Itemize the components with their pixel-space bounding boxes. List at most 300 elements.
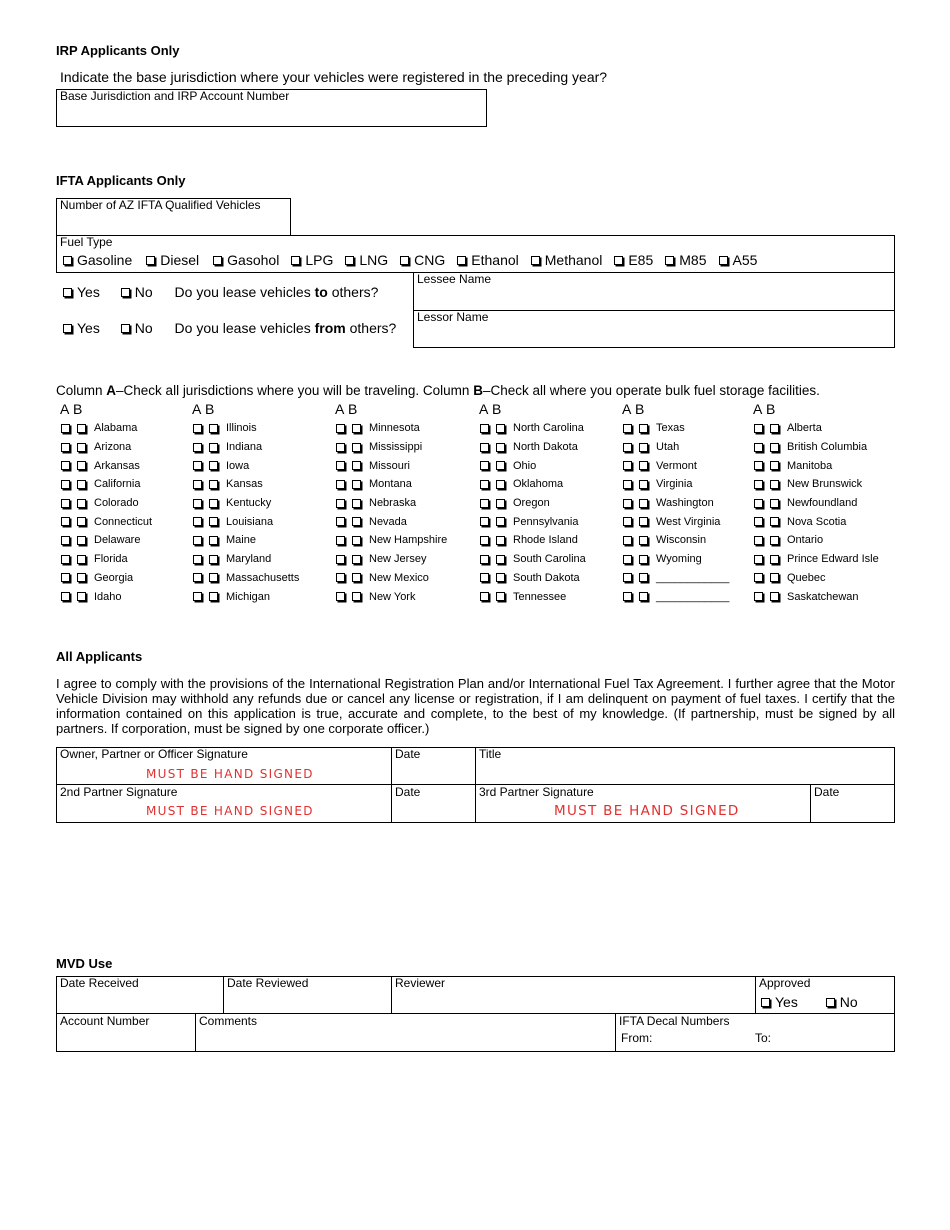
jurisdiction-row [331,587,471,606]
title-field[interactable] [475,747,895,785]
column-b-checkbox[interactable] [770,424,779,433]
jurisdiction-row [56,587,196,606]
jurisdiction-name: Manitoba [787,459,833,472]
column-a-checkbox[interactable] [61,424,70,433]
qualified-vehicles-field[interactable] [56,198,291,236]
column-ab-header: A B [753,401,776,417]
ifta-heading: IFTA Applicants Only [56,173,186,188]
column-a-checkbox[interactable] [754,424,763,433]
column-a-checkbox[interactable] [193,443,202,452]
column-b-checkbox[interactable] [639,573,648,582]
column-a-checkbox[interactable] [623,592,632,601]
reviewer-field[interactable] [391,976,756,1014]
jurisdiction-name: New Brunswick [787,478,863,491]
comments-label: Comments [199,1014,258,1028]
jurisdiction-row [188,587,328,606]
fuel-option-methanol[interactable]: Methanol [531,252,603,268]
lease-from-yes[interactable]: Yes [63,320,100,336]
column-a-checkbox[interactable] [754,592,763,601]
column-a-checkbox[interactable] [336,517,345,526]
jurisdiction-row [475,438,615,457]
jurisdiction-name: Montana [369,478,412,491]
column-b-checkbox[interactable] [496,424,505,433]
column-b-checkbox[interactable] [770,499,779,508]
checkbox-icon [146,256,155,265]
jurisdiction-name: West Virginia [656,515,721,528]
jurisdiction-name: Nevada [369,515,407,528]
checkbox-icon [291,256,300,265]
jurisdiction-name: Texas [656,422,685,435]
jurisdiction-name: Quebec [787,571,826,584]
column-a-checkbox[interactable] [61,499,70,508]
jurisdiction-name: Kentucky [226,497,272,510]
column-b-checkbox[interactable] [770,461,779,470]
partner2-date-field[interactable] [391,784,476,823]
jurisdiction-name: New York [369,590,416,603]
partner3-date-field[interactable] [810,784,895,823]
column-a-checkbox[interactable] [193,555,202,564]
column-b-checkbox[interactable] [77,536,86,545]
fuel-option-a55[interactable]: A55 [719,252,758,268]
column-a-checkbox[interactable] [336,480,345,489]
jurisdiction-row [475,550,615,569]
lessee-name-field[interactable] [413,272,895,311]
jurisdiction-row [188,494,328,513]
jurisdiction-row [475,512,615,531]
jurisdiction-row [188,550,328,569]
irp-heading: IRP Applicants Only [56,43,180,58]
column-b-checkbox[interactable] [352,480,361,489]
column-a-checkbox[interactable] [193,499,202,508]
jurisdiction-row [331,419,471,438]
jurisdiction-row [475,531,615,550]
column-a-checkbox[interactable] [336,573,345,582]
column-b-checkbox[interactable] [209,517,218,526]
column-a-checkbox[interactable] [61,555,70,564]
checkbox-icon [719,256,728,265]
irp-question: Indicate the base jurisdiction where your vehicles were registered in the preceding year? [60,69,608,85]
jurisdiction-row [749,587,889,606]
ifta-decal-numbers-label: IFTA Decal Numbers [619,1014,730,1028]
column-a-checkbox[interactable] [336,555,345,564]
column-a-checkbox[interactable] [623,555,632,564]
column-b-checkbox[interactable] [496,555,505,564]
jurisdiction-name: Colorado [94,497,139,510]
column-b-checkbox[interactable] [352,555,361,564]
jurisdiction-name: New Hampshire [369,534,448,547]
fuel-option-e85[interactable]: E85 [614,252,653,268]
fuel-option-gasoline[interactable]: Gasoline [63,252,132,268]
column-b-checkbox[interactable] [639,592,648,601]
column-b-checkbox[interactable] [209,424,218,433]
column-b-checkbox[interactable] [352,517,361,526]
column-a-checkbox[interactable] [336,461,345,470]
column-b-checkbox[interactable] [770,443,779,452]
jurisdiction-name: Nova Scotia [787,515,847,528]
column-a-checkbox[interactable] [61,536,70,545]
column-a-checkbox[interactable] [193,517,202,526]
column-a-checkbox[interactable] [754,461,763,470]
column-b-checkbox[interactable] [77,573,86,582]
column-a-checkbox[interactable] [480,573,489,582]
jurisdiction-row [188,419,328,438]
jurisdiction-name: British Columbia [787,441,868,454]
column-b-checkbox[interactable] [496,517,505,526]
column-a-checkbox[interactable] [754,536,763,545]
jurisdiction-row [56,550,196,569]
column-a-checkbox[interactable] [754,517,763,526]
jurisdiction-name: Prince Edward Isle [787,553,879,566]
date-label: Date [814,785,840,799]
column-a-checkbox[interactable] [61,461,70,470]
jurisdiction-name: ____________ [656,590,730,603]
column-a-checkbox[interactable] [193,424,202,433]
column-b-checkbox[interactable] [770,555,779,564]
jurisdiction-column [618,401,758,606]
column-a-checkbox[interactable] [623,536,632,545]
column-a-checkbox[interactable] [336,499,345,508]
partner2-signature-label: 2nd Partner Signature [60,785,178,799]
lease-to-no[interactable]: No [121,284,153,300]
base-jurisdiction-label: Base Jurisdiction and IRP Account Number [60,89,290,103]
jurisdiction-name: Delaware [94,534,141,547]
jurisdiction-name: Louisiana [226,515,274,528]
jurisdiction-row [475,494,615,513]
column-a-checkbox[interactable] [623,424,632,433]
column-b-checkbox[interactable] [496,536,505,545]
column-b-checkbox[interactable] [639,499,648,508]
jurisdiction-row [618,531,758,550]
mvd-use-heading: MVD Use [56,956,113,971]
jurisdiction-row [331,569,471,588]
checkbox-icon [63,324,72,333]
jurisdiction-row [749,419,889,438]
checkbox-icon [345,256,354,265]
jurisdiction-name: Kansas [226,478,263,491]
column-a-checkbox[interactable] [336,536,345,545]
jurisdiction-name: North Dakota [513,441,578,454]
column-b-checkbox[interactable] [639,424,648,433]
column-b-checkbox[interactable] [77,555,86,564]
column-b-checkbox[interactable] [209,592,218,601]
jurisdiction-name: Arkansas [94,459,140,472]
jurisdiction-row [749,475,889,494]
column-a-checkbox[interactable] [193,480,202,489]
column-a-checkbox[interactable] [480,517,489,526]
column-a-checkbox[interactable] [480,480,489,489]
lease-from-question: Do you lease vehicles from others? [174,320,397,336]
jurisdiction-name: Wyoming [656,553,702,566]
jurisdiction-row [56,475,196,494]
jurisdiction-row [56,456,196,475]
column-a-checkbox[interactable] [61,517,70,526]
jurisdiction-row [188,456,328,475]
reviewer-label: Reviewer [395,976,446,990]
column-b-checkbox[interactable] [770,592,779,601]
column-b-checkbox[interactable] [209,573,218,582]
base-jurisdiction-field[interactable] [56,89,487,127]
column-b-checkbox[interactable] [352,424,361,433]
lease-to-question: Do you lease vehicles to others? [174,284,379,300]
column-b-checkbox[interactable] [209,555,218,564]
all-applicants-heading: All Applicants [56,649,143,664]
column-a-checkbox[interactable] [193,573,202,582]
column-a-checkbox[interactable] [336,443,345,452]
jurisdiction-row [188,569,328,588]
jurisdiction-name: Indiana [226,441,263,454]
jurisdiction-row [56,531,196,550]
column-a-checkbox[interactable] [623,499,632,508]
column-a-checkbox[interactable] [193,461,202,470]
column-a-checkbox[interactable] [480,461,489,470]
column-b-checkbox[interactable] [639,555,648,564]
jurisdiction-row [475,569,615,588]
jurisdiction-row [618,569,758,588]
column-b-checkbox[interactable] [77,461,86,470]
column-a-checkbox[interactable] [754,499,763,508]
jurisdiction-name: Illinois [226,422,257,435]
jurisdiction-name: Minnesota [369,422,420,435]
jurisdiction-name: Saskatchewan [787,590,859,603]
column-b-checkbox[interactable] [496,461,505,470]
lease-from-no[interactable]: No [121,320,153,336]
fuel-option-gasohol[interactable]: Gasohol [213,252,279,268]
column-b-checkbox[interactable] [352,536,361,545]
jurisdiction-name: Alberta [787,422,822,435]
column-ab-header: A B [335,401,358,417]
column-b-checkbox[interactable] [77,592,86,601]
partner2-signature-field[interactable] [56,784,392,823]
column-a-checkbox[interactable] [754,555,763,564]
owner-date-field[interactable] [391,747,476,785]
jurisdiction-row [331,456,471,475]
fuel-option-cng[interactable]: CNG [400,252,445,268]
jurisdiction-column [331,401,471,606]
checkbox-icon [826,998,835,1007]
lessor-name-field[interactable] [413,310,895,348]
jurisdiction-column [749,401,889,606]
column-a-checkbox[interactable] [480,499,489,508]
column-a-checkbox[interactable] [754,573,763,582]
decal-to-label: To: [755,1031,772,1045]
column-a-checkbox[interactable] [61,480,70,489]
fuel-option-m85[interactable]: M85 [665,252,706,268]
column-a-checkbox[interactable] [61,592,70,601]
agreement-paragraph: I agree to comply with the provisions of the International Registration Plan and/or International Fuel Tax Agreement. I further agree that the Motor Vehicle Division may withhold any refunds due or cancel any license or registration, if I am delinquent on payment of fuel taxes. I certify that the information contained on this application is true, accurate and complete, to the best of my knowledge. (If partnership, must be signed by all partners. If corporation, must be signed by one corporate officer.) [56,676,895,736]
column-b-checkbox[interactable] [770,517,779,526]
column-b-checkbox[interactable] [639,461,648,470]
fuel-type-options [63,252,757,268]
checkbox-icon [457,256,466,265]
checkbox-icon [121,288,130,297]
jurisdiction-name: California [94,478,141,491]
partner3-signature-field[interactable] [475,784,811,823]
column-a-checkbox[interactable] [480,443,489,452]
column-b-checkbox[interactable] [209,499,218,508]
jurisdiction-name: Virginia [656,478,693,491]
jurisdiction-row [618,512,758,531]
jurisdiction-name: South Carolina [513,553,586,566]
date-received-field[interactable] [56,976,224,1014]
jurisdiction-row [749,550,889,569]
column-b-checkbox[interactable] [209,536,218,545]
date-reviewed-label: Date Reviewed [227,976,309,990]
decal-from-label: From: [621,1031,653,1045]
column-a-checkbox[interactable] [61,443,70,452]
column-b-checkbox[interactable] [77,443,86,452]
column-b-checkbox[interactable] [77,499,86,508]
column-b-checkbox[interactable] [209,480,218,489]
jurisdiction-row [331,494,471,513]
ifta-decal-numbers-field[interactable] [615,1013,895,1052]
column-b-checkbox[interactable] [352,443,361,452]
owner-signature-field[interactable] [56,747,392,785]
jurisdiction-name: Idaho [94,590,122,603]
jurisdiction-name: Connecticut [94,515,153,528]
column-a-checkbox[interactable] [623,461,632,470]
jurisdiction-name: Missouri [369,459,410,472]
checkbox-icon [400,256,409,265]
jurisdiction-name: New Jersey [369,553,427,566]
partner3-signature-label: 3rd Partner Signature [479,785,594,799]
jurisdiction-row [618,419,758,438]
jurisdiction-row [749,531,889,550]
jurisdiction-row [749,438,889,457]
jurisdiction-row [56,512,196,531]
jurisdiction-name: Mississippi [369,441,423,454]
fuel-type-label: Fuel Type [60,235,113,249]
jurisdiction-name: Maryland [226,553,272,566]
jurisdiction-name: Ohio [513,459,537,472]
approved-no[interactable]: No [826,994,858,1010]
approved-yes[interactable]: Yes [761,994,798,1010]
column-ab-header: A B [622,401,645,417]
jurisdiction-row [56,569,196,588]
owner-signature-label: Owner, Partner or Officer Signature [60,747,248,761]
lease-to-yes[interactable]: Yes [63,284,100,300]
column-b-checkbox[interactable] [77,480,86,489]
jurisdiction-row [188,475,328,494]
column-b-checkbox[interactable] [496,573,505,582]
fuel-option-lpg[interactable]: LPG [291,252,333,268]
jurisdiction-row [331,550,471,569]
checkbox-icon [121,324,130,333]
column-a-checkbox[interactable] [336,424,345,433]
checkbox-icon [665,256,674,265]
column-b-checkbox[interactable] [352,461,361,470]
jurisdiction-row [618,475,758,494]
column-a-checkbox[interactable] [623,443,632,452]
column-a-checkbox[interactable] [193,592,202,601]
jurisdiction-name: Ontario [787,534,824,547]
column-b-checkbox[interactable] [77,424,86,433]
column-b-checkbox[interactable] [496,499,505,508]
column-ab-header: A B [60,401,83,417]
column-b-checkbox[interactable] [639,536,648,545]
jurisdiction-name: ____________ [656,571,730,584]
column-b-checkbox[interactable] [770,480,779,489]
comments-field[interactable] [195,1013,616,1052]
mvd-use-table [56,976,895,1052]
date-reviewed-field[interactable] [223,976,392,1014]
column-b-checkbox[interactable] [496,443,505,452]
jurisdiction-name: Tennessee [513,590,567,603]
jurisdiction-name: Oregon [513,497,550,510]
column-a-checkbox[interactable] [61,573,70,582]
column-a-checkbox[interactable] [480,592,489,601]
jurisdiction-column [56,401,196,606]
checkbox-icon [213,256,222,265]
jurisdiction-name: Washington [656,497,714,510]
qualified-vehicles-label: Number of AZ IFTA Qualified Vehicles [60,198,261,212]
column-b-checkbox[interactable] [352,499,361,508]
column-b-checkbox[interactable] [209,461,218,470]
lease-from-row [63,320,396,336]
column-b-checkbox[interactable] [352,573,361,582]
account-number-field[interactable] [56,1013,196,1052]
column-b-checkbox[interactable] [639,517,648,526]
column-b-checkbox[interactable] [639,480,648,489]
jurisdiction-row [331,512,471,531]
column-a-checkbox[interactable] [754,443,763,452]
jurisdiction-name: Oklahoma [513,478,564,491]
lease-to-row [63,284,378,300]
jurisdiction-row [188,512,328,531]
column-b-checkbox[interactable] [770,573,779,582]
column-b-checkbox[interactable] [639,443,648,452]
jurisdiction-row [56,494,196,513]
checkbox-icon [63,256,72,265]
jurisdiction-row [618,587,758,606]
column-a-checkbox[interactable] [623,480,632,489]
fuel-option-ethanol[interactable]: Ethanol [457,252,518,268]
column-a-checkbox[interactable] [480,555,489,564]
column-a-checkbox[interactable] [623,573,632,582]
column-a-checkbox[interactable] [623,517,632,526]
column-b-checkbox[interactable] [209,443,218,452]
jurisdiction-row [56,438,196,457]
jurisdiction-name: Michigan [226,590,271,603]
column-ab-header: A B [479,401,502,417]
jurisdiction-row [56,419,196,438]
jurisdiction-name: Nebraska [369,497,417,510]
jurisdiction-name: South Dakota [513,571,580,584]
column-a-checkbox[interactable] [480,424,489,433]
column-a-checkbox[interactable] [193,536,202,545]
jurisdiction-name: Alabama [94,422,138,435]
column-b-checkbox[interactable] [77,517,86,526]
column-a-checkbox[interactable] [754,480,763,489]
jurisdiction-name: Massachusetts [226,571,300,584]
column-b-checkbox[interactable] [352,592,361,601]
fuel-option-diesel[interactable]: Diesel [146,252,199,268]
date-label: Date [395,785,421,799]
jurisdiction-row [749,494,889,513]
jurisdiction-column [475,401,615,606]
jurisdiction-name: Newfoundland [787,497,858,510]
column-b-checkbox[interactable] [770,536,779,545]
jurisdictions-instructions: Column A–Check all jurisdictions where you will be traveling. Column B–Check all where you operate bulk fuel storage facilities. [56,383,820,398]
jurisdiction-name: Vermont [656,459,697,472]
jurisdiction-name: Iowa [226,459,250,472]
column-b-checkbox[interactable] [496,592,505,601]
fuel-option-lng[interactable]: LNG [345,252,388,268]
column-b-checkbox[interactable] [496,480,505,489]
column-a-checkbox[interactable] [336,592,345,601]
jurisdiction-row [331,438,471,457]
must-be-hand-signed-stamp: MUST BE HAND SIGNED [554,803,740,819]
column-a-checkbox[interactable] [480,536,489,545]
